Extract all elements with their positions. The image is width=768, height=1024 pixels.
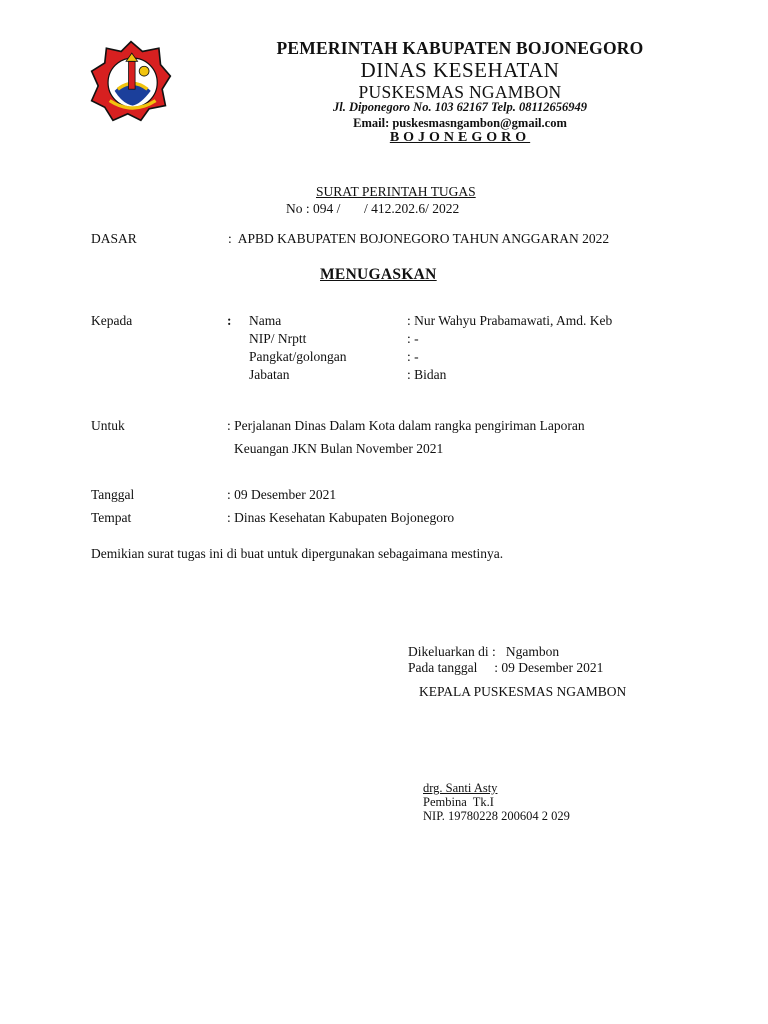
signer-name: drg. Santi Asty [423,781,498,795]
letterhead-agency: DINAS KESEHATAN [360,58,560,82]
field-label: NIP/ Nrptt [249,331,307,346]
letterhead-address: Jl. Diponegoro No. 103 62167 Telp. 08112656949 [332,100,588,114]
menugaskan-heading: MENUGASKAN [320,266,437,283]
letter-title: SURAT PERINTAH TUGAS [316,184,476,199]
bojonegoro-logo [90,40,172,122]
field-value: : - [407,349,419,364]
issued-date: Pada tanggal : 09 Desember 2021 [408,660,604,675]
field-value: : Bidan [407,367,447,382]
issued-at: Dikeluarkan di : Ngambon [408,644,560,659]
field-label: Pangkat/golongan [249,349,347,364]
letter-number: No : 094 / / 412.202.6/ 2022 [286,201,460,216]
kepada-colon: : [227,313,232,328]
letterhead-government: PEMERINTAH KABUPATEN BOJONEGORO [276,38,644,58]
untuk-line2: Keuangan JKN Bulan November 2021 [234,441,444,456]
dasar-value: : APBD KABUPATEN BOJONEGORO TAHUN ANGGARAN 2022 [228,231,610,246]
field-value: : - [407,331,419,346]
field-value: : Nur Wahyu Prabamawati, Amd. Keb [407,313,613,328]
tanggal-value: : 09 Desember 2021 [227,487,337,502]
tempat-label: Tempat [91,510,132,525]
field-label: Nama [249,313,282,328]
untuk-label: Untuk [91,418,125,433]
untuk-line1: : Perjalanan Dinas Dalam Kota dalam rangka pengiriman Laporan [227,418,585,433]
kepada-label: Kepada [91,313,133,328]
dasar-label: DASAR [91,231,137,246]
tempat-value: : Dinas Kesehatan Kabupaten Bojonegoro [227,510,455,525]
signer-rank: Pembina Tk.I [423,795,494,809]
letterhead-city: BOJONEGORO [389,130,531,145]
tanggal-label: Tanggal [91,487,135,502]
field-label: Jabatan [249,367,290,382]
signer-position: KEPALA PUSKESMAS NGAMBON [419,684,627,699]
letterhead-puskesmas: PUSKESMAS NGAMBON [358,82,562,102]
closing-statement: Demikian surat tugas ini di buat untuk dipergunakan sebagaimana mestinya. [91,546,504,561]
signer-nip: NIP. 19780228 200604 2 029 [423,809,570,823]
letterhead-email: Email: puskesmasngambon@gmail.com [353,116,567,130]
